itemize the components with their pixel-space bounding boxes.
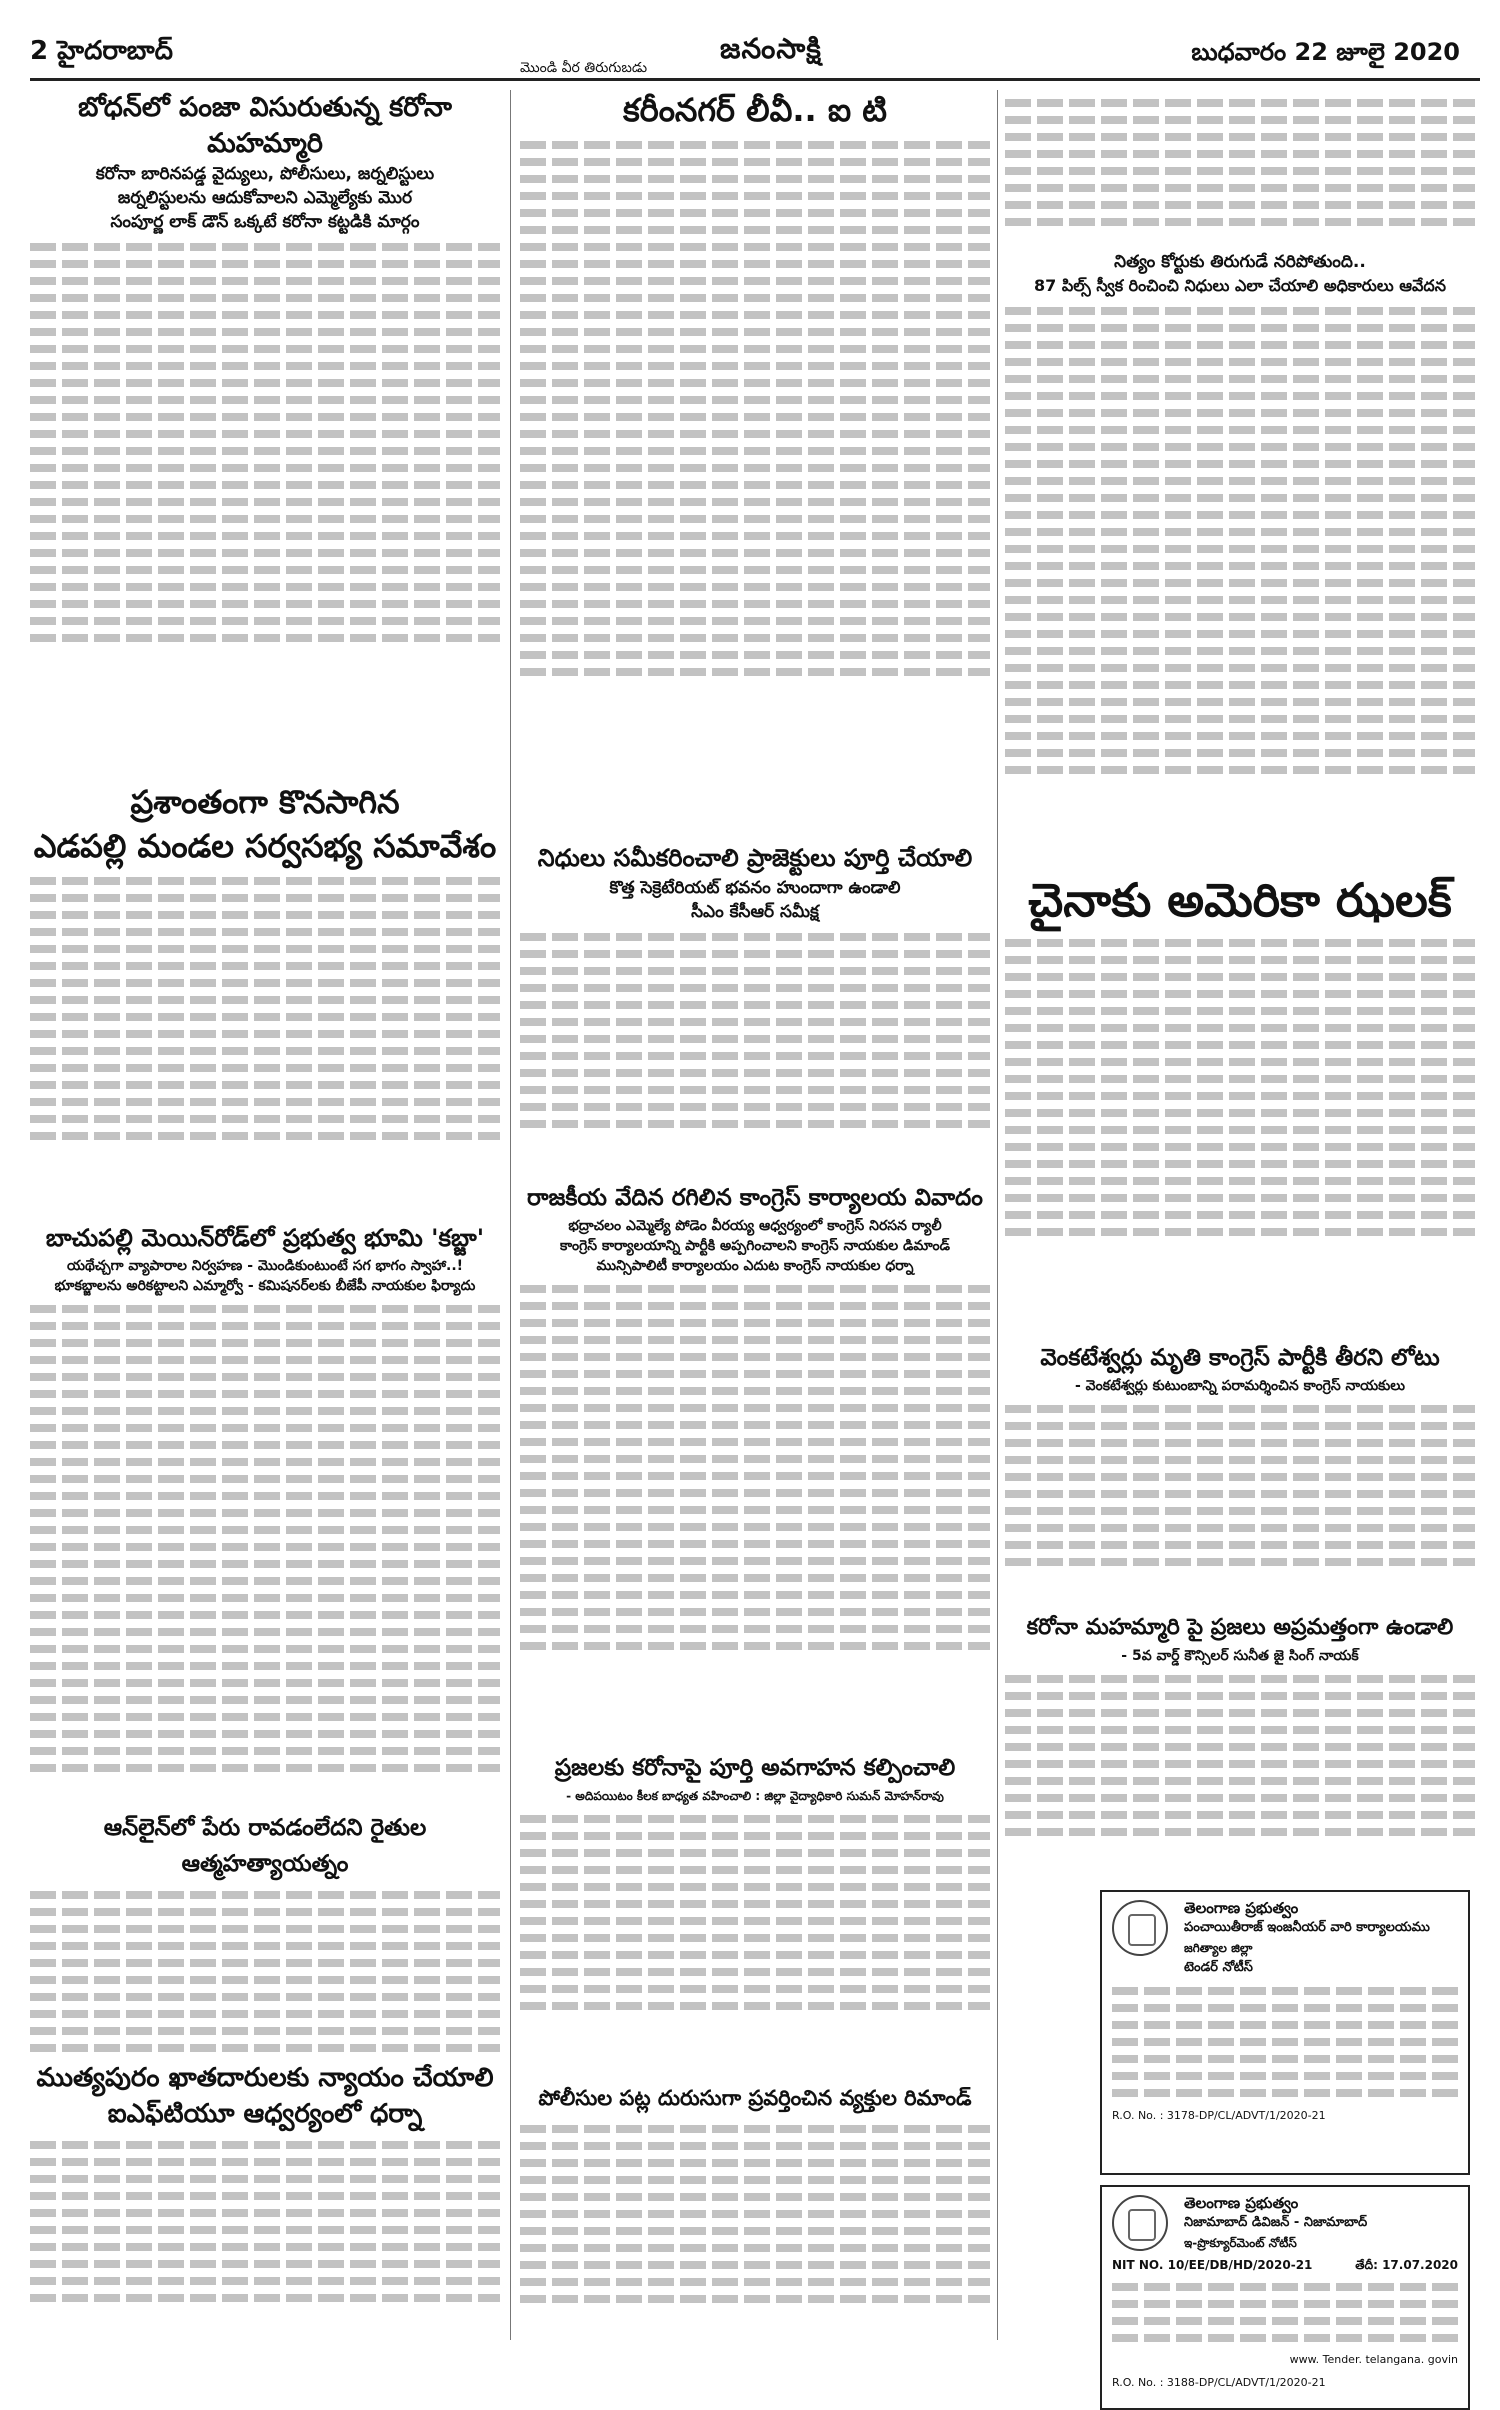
subheadline: సీఎం కేసీఆర్ సమీక్ష: [691, 902, 819, 922]
story-intro-text: [1005, 90, 1475, 235]
subheadline: - 5వ వార్డ్ కౌన్సిలర్ సునీత జై సింగ్ నాయక్: [1121, 1648, 1359, 1664]
telangana-emblem-icon: [1112, 2195, 1168, 2251]
subheadline: యథేచ్చగా వ్యాపారాల నిర్వహణ - మొండికుంటుంటే సగ భాగం స్వాహా..!: [66, 1258, 464, 1274]
column-divider: [997, 90, 998, 2340]
headline: కరోనా మహమ్మారి పై ప్రజలు అప్రమత్తంగా ఉండాలి: [1026, 1615, 1454, 1640]
masthead-tagline: మొండి వీర తిరుగుబడు: [520, 60, 648, 76]
headline: బాచుపల్లి మెయిన్‌రోడ్‌లో ప్రభుత్వ భూమి 'కబ్జా': [45, 1224, 485, 1252]
story-bodhan-corona: [30, 90, 500, 651]
story-china-america: [1005, 870, 1475, 1245]
story-bachupalli-land: [30, 1220, 500, 1781]
subheadline: జర్నలిస్టులను ఆదుకోవాలని ఎమ్మెల్యేకు మొర: [117, 188, 413, 208]
notice-division: నిజామాబాద్ డివిజన్ - నిజామాబాద్: [1184, 2215, 1368, 2230]
notice-url: www. Tender. telangana. govin: [1289, 2353, 1458, 2366]
headline: ప్రశాంతంగా కొనసాగిన: [130, 783, 400, 821]
story-edapalli-meeting: [30, 780, 500, 1149]
headline: ముత్యపురం ఖాతదారులకు న్యాయం చేయాలి: [36, 2063, 494, 2093]
notice-date: తేదీ: 17.07.2020: [1355, 2258, 1458, 2272]
story-congress-office: [520, 1180, 990, 1659]
story-karimnagar-it: [520, 88, 990, 685]
notice-ro-number: R.O. No. : 3178-DP/CL/ADVT/1/2020-21: [1112, 2109, 1326, 2122]
telangana-emblem-icon: [1112, 1900, 1168, 1956]
subheadline: కరోనా బారినపడ్డ వైద్యులు, పోలీసులు, జర్నలిస్టులు: [95, 164, 435, 184]
story-corona-awareness: [520, 1750, 990, 2019]
story-farmers-online: [30, 1810, 500, 2061]
subheadline: నిత్యం కోర్టుకు తిరుగుడే నరిపోతుంది..: [1114, 252, 1366, 272]
story-pils: [1005, 250, 1475, 783]
notice-type: ఇ-ప్రొక్యూర్‌మెంట్ నోటీస్: [1184, 2236, 1297, 2250]
notice-government: తెలంగాణ ప్రభుత్వం: [1184, 1899, 1299, 1917]
headline: నిధులు సమీకరించాలి ప్రాజెక్టులు పూర్తి చేయాలి: [537, 844, 973, 872]
newspaper-brand: జనంసాక్షి: [720, 32, 822, 65]
page-number-city: 2 హైదరాబాద్: [30, 36, 173, 66]
notice-nit-number: NIT NO. 10/EE/DB/HD/2020-21: [1112, 2258, 1313, 2272]
subheadline: కాంగ్రెస్ కార్యాలయాన్ని పార్టీకి అప్పగించాలని కాంగ్రెస్ నాయకుల డిమాండ్: [560, 1238, 950, 1254]
headline: చైనాకు అమెరికా ఝలక్: [1028, 873, 1452, 927]
issue-date: బుధవారం 22 జూలై 2020: [1191, 38, 1460, 66]
headline: కరీంనగర్ లీవీ.. ఐ టి: [623, 91, 887, 129]
story-muthyapuram: [30, 2060, 500, 2311]
notice-type: టెండర్ నోటీస్: [1184, 1960, 1253, 1975]
headline: ఎడపల్లి మండల సర్వసభ్య సమావేశం: [33, 827, 497, 865]
header-rule: [30, 78, 1480, 81]
subheadline: - అదిపయిటం కీలక బాధ్యత వహించాలి : జిల్లా వైద్యాధికారి సుమన్ మోహన్‌రావు: [566, 1789, 944, 1803]
headline: ఐఎఫ్‌టియూ ఆధ్వర్యంలో ధర్నా: [107, 2099, 423, 2129]
headline: ప్రజలకు కరోనాపై పూర్తి అవగాహన కల్పించాలి: [554, 1755, 956, 1781]
page-header: [30, 28, 1480, 80]
subheadline: భూకబ్జాలను అరికట్టాలని ఎమ్మార్వో - కమిషనర్‌లకు బీజేపీ నాయకుల ఫిర్యాదు: [54, 1278, 476, 1294]
story-cm-review: [520, 840, 990, 1137]
story-venkateshwarlu: [1005, 1340, 1475, 1575]
tender-notice-nizamabad: [1100, 2185, 1470, 2410]
tender-notice-jagtial: [1100, 1890, 1470, 2175]
story-councillor-corona: [1005, 1610, 1475, 1845]
notice-office: పంచాయితీరాజ్ ఇంజనీయర్ వారి కార్యాలయము: [1184, 1920, 1430, 1935]
subheadline: మున్సిపాలిటీ కార్యాలయం ఎదుట కాంగ్రెస్ నాయకుల ధర్నా: [596, 1258, 914, 1274]
notice-ro-number: R.O. No. : 3188-DP/CL/ADVT/1/2020-21: [1112, 2376, 1326, 2389]
story-police-remand: [520, 2080, 990, 2312]
headline: ఆన్‌లైన్‌లో పేరు రావడంలేదని రైతుల ఆత్మహత్యాయత్నం: [103, 1815, 427, 1877]
subheadline: భద్రాచలం ఎమ్మెల్యే పోడెం వీరయ్య ఆధ్వర్యంలో కాంగ్రెస్ నిరసన ర్యాలీ: [568, 1218, 942, 1234]
headline: రాజకీయ వేదిన రగిలిన కాంగ్రెస్ కార్యాలయ వివాదం: [527, 1185, 983, 1211]
headline: 87 పిల్స్ స్వీక రించించి నిధులు ఎలా చేయాలి అధికారులు ఆవేదన: [1034, 276, 1446, 295]
notice-government: తెలంగాణ ప్రభుత్వం: [1184, 2194, 1299, 2212]
headline: పోలీసుల పట్ల దురుసుగా ప్రవర్తించిన వ్యక్తుల రిమాండ్: [538, 2086, 972, 2110]
subheadline: - వెంకటేశ్వర్లు కుటుంబాన్ని పరామర్శించిన కాంగ్రెస్ నాయకులు: [1074, 1378, 1406, 1394]
headline: వెంకటేశ్వర్లు మృతి కాంగ్రెస్ పార్టీకి తీరని లోటు: [1040, 1345, 1440, 1371]
column-divider: [510, 90, 511, 2340]
subheadline: కొత్త సెక్రెటేరియట్ భవనం హుందాగా ఉండాలి: [609, 878, 901, 898]
subheadline: సంపూర్ణ లాక్ డౌన్ ఒక్కటే కరోనా కట్టడికి మార్గం: [110, 212, 420, 232]
headline: బోధన్‌లో పంజా విసురుతున్న కరోనా మహమ్మారి: [78, 92, 452, 159]
notice-district: జగిత్యాల జిల్లా: [1184, 1941, 1253, 1955]
